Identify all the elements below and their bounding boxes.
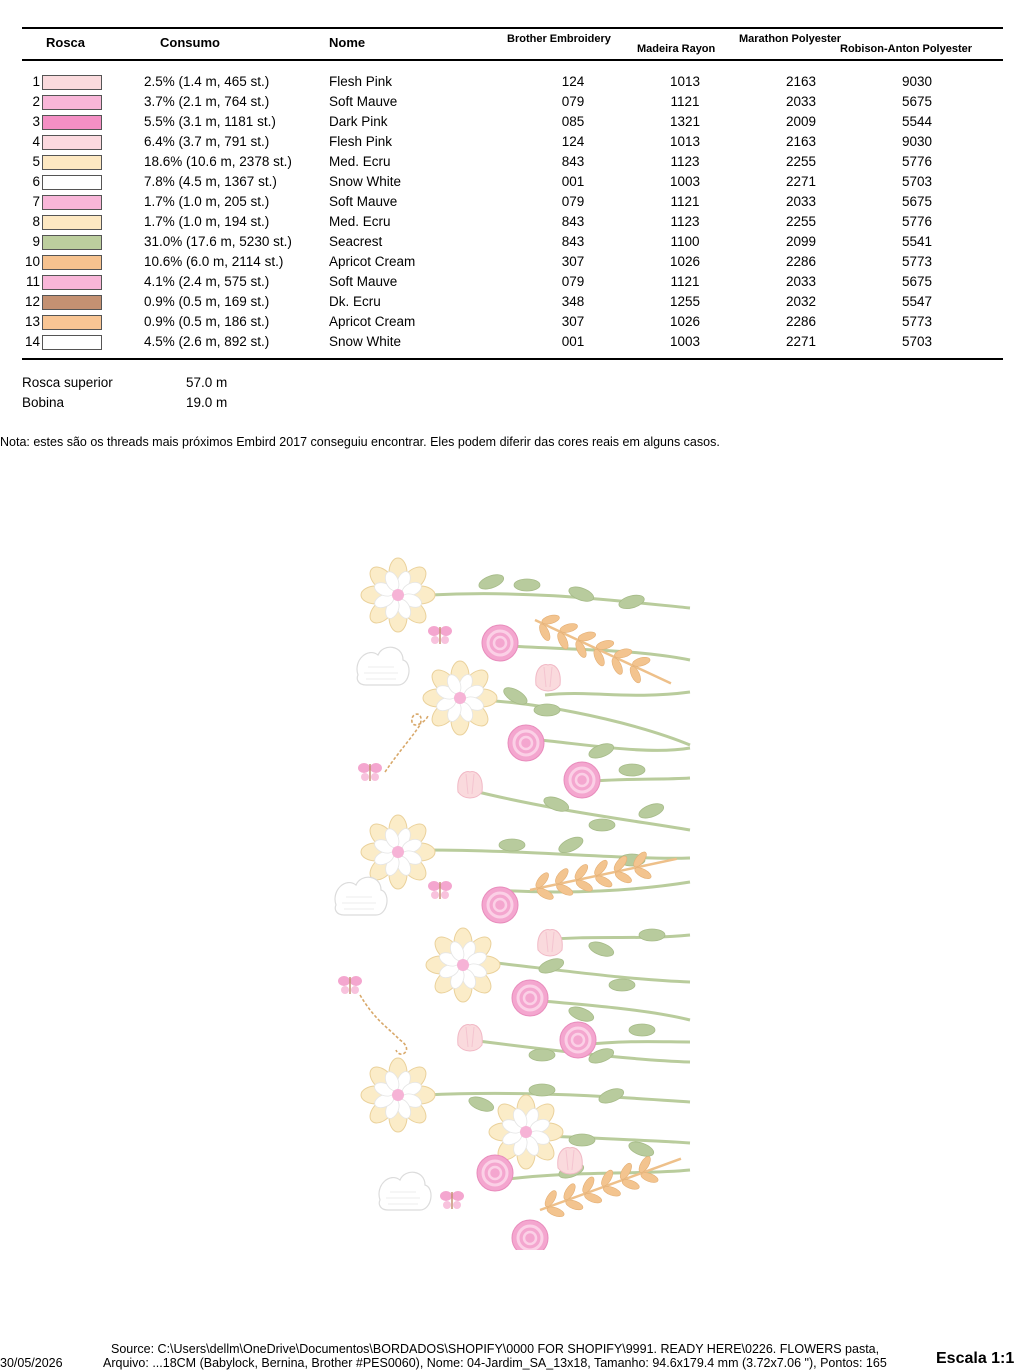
thread-color-swatch (42, 175, 102, 190)
row-consumption: 4.1% (2.4 m, 575 st.) (144, 274, 270, 289)
row-robison-code: 5703 (901, 174, 933, 189)
header-rosca: Rosca (46, 35, 86, 50)
row-consumption: 3.7% (2.1 m, 764 st.) (144, 94, 270, 109)
row-brother-code: 307 (561, 254, 585, 269)
row-marathon-code: 2033 (785, 94, 817, 109)
thread-color-swatch (42, 315, 102, 330)
row-brother-code: 001 (561, 174, 585, 189)
row-madeira-code: 1003 (669, 334, 701, 349)
row-number: 4 (32, 134, 40, 149)
table-top-rule (22, 27, 1003, 29)
row-thread-name: Snow White (329, 174, 402, 189)
row-brother-code: 001 (561, 334, 585, 349)
row-madeira-code: 1255 (669, 294, 701, 309)
row-thread-name: Med. Ecru (329, 214, 391, 229)
row-thread-name: Soft Mauve (329, 274, 398, 289)
row-number: 11 (25, 274, 40, 289)
row-madeira-code: 1123 (670, 214, 700, 229)
row-consumption: 1.7% (1.0 m, 194 st.) (144, 214, 270, 229)
row-thread-name: Apricot Cream (329, 254, 416, 269)
footer-date: 30/05/2026 (0, 1356, 63, 1370)
row-consumption: 31.0% (17.6 m, 5230 st.) (144, 234, 292, 249)
row-number: 8 (32, 214, 40, 229)
upper-thread-value: 57.0 m (186, 375, 228, 390)
thread-color-swatch (42, 335, 102, 350)
row-number: 14 (24, 334, 40, 349)
row-brother-code: 348 (561, 294, 585, 309)
row-madeira-code: 1026 (669, 314, 701, 329)
footer-source: Source: C:\Users\dellm\OneDrive\Documentos\BORDADOS\SHOPIFY\0000 FOR SHOPIFY\9991. READY HERE\0226. FLOWERS pasta, (111, 1342, 880, 1356)
row-marathon-code: 2099 (785, 234, 817, 249)
row-consumption: 18.6% (10.6 m, 2378 st.) (144, 154, 292, 169)
row-consumption: 5.5% (3.1 m, 1181 st.) (144, 114, 276, 129)
row-madeira-code: 1321 (669, 114, 701, 129)
thread-color-swatch (42, 255, 102, 270)
row-brother-code: 843 (561, 234, 585, 249)
table-bottom-rule (22, 358, 1003, 360)
header-robison: Robison-Anton Polyester (840, 43, 973, 55)
row-brother-code: 079 (561, 194, 585, 209)
row-robison-code: 9030 (901, 74, 933, 89)
row-consumption: 10.6% (6.0 m, 2114 st.) (144, 254, 284, 269)
thread-color-swatch (42, 115, 102, 130)
row-robison-code: 5675 (901, 274, 933, 289)
row-brother-code: 843 (561, 154, 585, 169)
row-consumption: 0.9% (0.5 m, 186 st.) (144, 314, 270, 329)
row-number: 3 (32, 114, 40, 129)
row-marathon-code: 2032 (785, 294, 817, 309)
row-thread-name: Apricot Cream (329, 314, 416, 329)
row-number: 13 (24, 314, 40, 329)
row-brother-code: 079 (561, 94, 585, 109)
thread-color-swatch (42, 295, 102, 310)
row-consumption: 2.5% (1.4 m, 465 st.) (144, 74, 270, 89)
thread-color-swatch (42, 95, 102, 110)
row-consumption: 4.5% (2.6 m, 892 st.) (144, 334, 270, 349)
row-brother-code: 843 (561, 214, 585, 229)
row-marathon-code: 2255 (785, 214, 817, 229)
row-thread-name: Dark Pink (329, 114, 388, 129)
row-thread-name: Dk. Ecru (329, 294, 381, 309)
row-marathon-code: 2163 (785, 134, 817, 149)
thread-color-swatch (42, 235, 102, 250)
row-robison-code: 5703 (901, 334, 933, 349)
row-marathon-code: 2271 (785, 334, 817, 349)
row-robison-code: 5773 (901, 254, 933, 269)
row-consumption: 0.9% (0.5 m, 169 st.) (144, 294, 270, 309)
row-brother-code: 124 (561, 134, 585, 149)
row-robison-code: 9030 (901, 134, 933, 149)
thread-color-swatch (42, 195, 102, 210)
row-madeira-code: 1123 (670, 154, 700, 169)
bobbin-value: 19.0 m (186, 395, 228, 410)
row-thread-name: Med. Ecru (329, 154, 391, 169)
row-marathon-code: 2033 (785, 274, 817, 289)
row-robison-code: 5776 (901, 154, 933, 169)
thread-color-swatch (42, 155, 102, 170)
row-brother-code: 307 (561, 314, 585, 329)
bobbin-label: Bobina (22, 395, 65, 410)
thread-color-swatch (42, 135, 102, 150)
row-madeira-code: 1013 (669, 134, 701, 149)
row-thread-name: Snow White (329, 334, 402, 349)
scale-label: Escala 1:1 (936, 1350, 1015, 1367)
row-marathon-code: 2255 (785, 154, 817, 169)
table-header-rule (22, 59, 1003, 61)
row-consumption: 7.8% (4.5 m, 1367 st.) (144, 174, 277, 189)
row-number: 1 (32, 74, 40, 89)
row-robison-code: 5675 (901, 194, 933, 209)
row-robison-code: 5544 (901, 114, 933, 129)
row-marathon-code: 2286 (785, 314, 817, 329)
header-marathon: Marathon Polyester (739, 33, 842, 45)
row-marathon-code: 2271 (785, 174, 817, 189)
row-number: 2 (32, 94, 40, 109)
row-consumption: 1.7% (1.0 m, 205 st.) (144, 194, 270, 209)
row-madeira-code: 1121 (670, 94, 700, 109)
row-madeira-code: 1013 (669, 74, 701, 89)
row-robison-code: 5776 (901, 214, 933, 229)
row-number: 6 (32, 174, 40, 189)
row-robison-code: 5547 (901, 294, 933, 309)
upper-thread-label: Rosca superior (22, 375, 113, 390)
row-madeira-code: 1003 (669, 174, 701, 189)
row-thread-name: Flesh Pink (329, 134, 393, 149)
row-robison-code: 5541 (901, 234, 933, 249)
header-consumo: Consumo (160, 35, 220, 50)
row-marathon-code: 2163 (785, 74, 817, 89)
row-number: 12 (24, 294, 40, 309)
row-brother-code: 124 (561, 74, 585, 89)
row-number: 10 (24, 254, 40, 269)
row-madeira-code: 1100 (670, 234, 700, 249)
row-thread-name: Soft Mauve (329, 194, 398, 209)
row-robison-code: 5773 (901, 314, 933, 329)
row-marathon-code: 2286 (785, 254, 817, 269)
row-brother-code: 079 (561, 274, 585, 289)
thread-color-swatch (42, 215, 102, 230)
row-number: 9 (32, 234, 40, 249)
row-marathon-code: 2009 (785, 114, 817, 129)
embroidery-design-preview (330, 550, 710, 1250)
row-thread-name: Seacrest (329, 234, 383, 249)
header-brother: Brother Embroidery (507, 33, 611, 45)
row-madeira-code: 1121 (670, 274, 700, 289)
row-thread-name: Flesh Pink (329, 74, 393, 89)
row-consumption: 6.4% (3.7 m, 791 st.) (144, 134, 270, 149)
row-marathon-code: 2033 (785, 194, 817, 209)
thread-color-swatch (42, 75, 102, 90)
thread-color-swatch (42, 275, 102, 290)
row-robison-code: 5675 (901, 94, 933, 109)
row-madeira-code: 1026 (669, 254, 701, 269)
row-thread-name: Soft Mauve (329, 94, 398, 109)
row-madeira-code: 1121 (670, 194, 700, 209)
header-madeira: Madeira Rayon (637, 43, 716, 55)
thread-note: Nota: estes são os threads mais próximos Embird 2017 conseguiu encontrar. Eles podem diferir das cores reais em alguns casos. (0, 435, 720, 449)
row-brother-code: 085 (561, 114, 585, 129)
row-number: 5 (32, 154, 40, 169)
header-nome: Nome (329, 35, 366, 50)
row-number: 7 (32, 194, 40, 209)
footer-file-info: Arquivo: ...18CM (Babylock, Bernina, Brother #PES0060), Nome: 04-Jardim_SA_13x18, Tamanho: 94.6x179.4 mm (3.72x7.06 "), Pontos: 165 (103, 1356, 887, 1370)
